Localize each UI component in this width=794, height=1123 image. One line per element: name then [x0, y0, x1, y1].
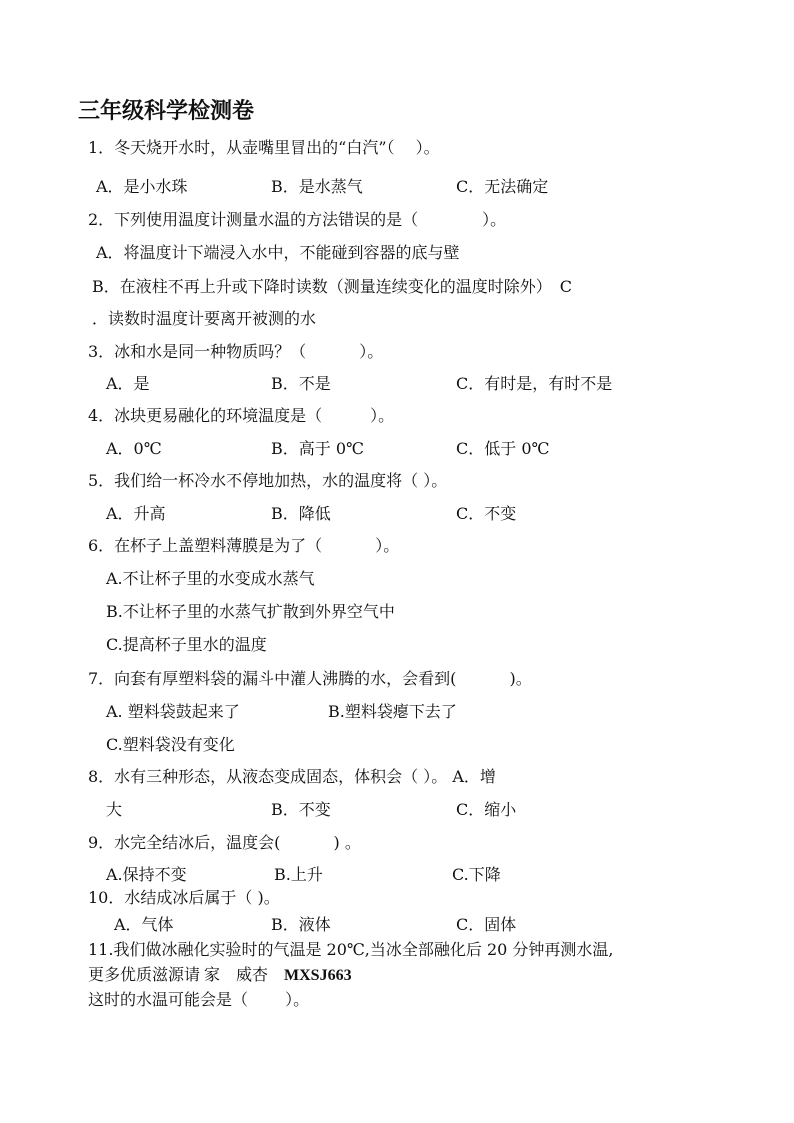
question-7-option-c: C.塑料袋没有变化	[106, 735, 235, 754]
question-3: 3．冰和水是同一种物质吗？（ ）。	[88, 342, 384, 361]
question-7-option-a: A. 塑料袋鼓起来了	[106, 702, 240, 721]
question-4-option-b: B．高于 0℃	[271, 439, 364, 458]
question-8-option-b: B．不变	[271, 800, 331, 819]
question-6: 6．在杯子上盖塑料薄膜是为了（ ）。	[88, 536, 400, 555]
question-6-option-a: A.不让杯子里的水变成水蒸气	[106, 569, 315, 588]
question-2: 2．下列使用温度计测量水温的方法错误的是（ ）。	[88, 210, 507, 229]
question-2-option-a: A．将温度计下端浸入水中，不能碰到容器的底与壁	[96, 243, 460, 262]
question-2-option-c: ．读数时温度计要离开被测的水	[92, 309, 317, 328]
question-3-option-b: B．不是	[271, 374, 331, 393]
question-6-option-b: B.不让杯子里的水蒸气扩散到外界空气中	[106, 602, 395, 621]
question-2-option-b: B．在液柱不再上升或下降时读数（测量连续变化的温度时除外） C	[92, 277, 573, 296]
question-3-option-a: A．是	[106, 374, 150, 393]
question-4: 4．冰块更易融化的环境温度是（ ）。	[88, 406, 395, 425]
question-5-option-a: A．升高	[106, 504, 166, 523]
question-5: 5．我们给一杯冷水不停地加热，水的温度将（ ）。	[88, 471, 448, 490]
question-1-option-c: C．无法确定	[456, 177, 549, 196]
question-1: 1．冬天烧开水时，从壶嘴里冒出的“白汽”（ ）。	[88, 138, 440, 157]
question-10: 10．水结成冰后属于（ )。	[88, 888, 280, 907]
question-1-option-b: B．是水蒸气	[271, 177, 363, 196]
question-10-option-b: B．液体	[271, 915, 331, 934]
question-8-option-c: C．缩小	[456, 800, 517, 819]
question-5-option-c: C．不变	[456, 504, 517, 523]
question-4-option-a: A．0℃	[106, 439, 162, 458]
question-4-option-c: C．低于 0℃	[456, 439, 550, 458]
question-7-option-b: B.塑料袋瘪下去了	[328, 702, 457, 721]
question-7: 7．向套有厚塑料袋的漏斗中灌人沸腾的水，会看到( )。	[88, 669, 532, 688]
question-8-option-a-continued: 大	[106, 800, 123, 819]
question-3-option-c: C．有时是，有时不是	[456, 374, 613, 393]
question-8: 8．水有三种形态，从液态变成固态，体积会（ ）。 A．增	[88, 767, 496, 786]
question-10-option-a: A．气体	[114, 915, 174, 934]
question-9-option-c: C.下降	[452, 865, 501, 884]
question-1-option-a: A．是小水珠	[96, 177, 188, 196]
question-9: 9．水完全结冰后，温度会( ) 。	[88, 833, 361, 852]
question-5-option-b: B．降低	[271, 504, 331, 523]
promo-text: 更多优质滋源请 家 威杏	[88, 967, 285, 984]
question-9-option-a: A.保持不变	[106, 865, 187, 884]
page-title: 三年级科学检测卷	[78, 99, 255, 124]
promo-code: MXSJ663	[284, 967, 352, 984]
question-6-option-c: C.提高杯子里水的温度	[106, 635, 267, 654]
promo-line	[88, 965, 352, 986]
question-10-option-c: C．固体	[456, 915, 517, 934]
question-9-option-b: B.上升	[274, 865, 323, 884]
question-11-continued: 这时的水温可能会是（ ）。	[88, 990, 310, 1009]
question-11: 11.我们做冰融化实验时的气温是 20℃,当冰全部融化后 20 分钟再测水温,	[88, 940, 614, 959]
